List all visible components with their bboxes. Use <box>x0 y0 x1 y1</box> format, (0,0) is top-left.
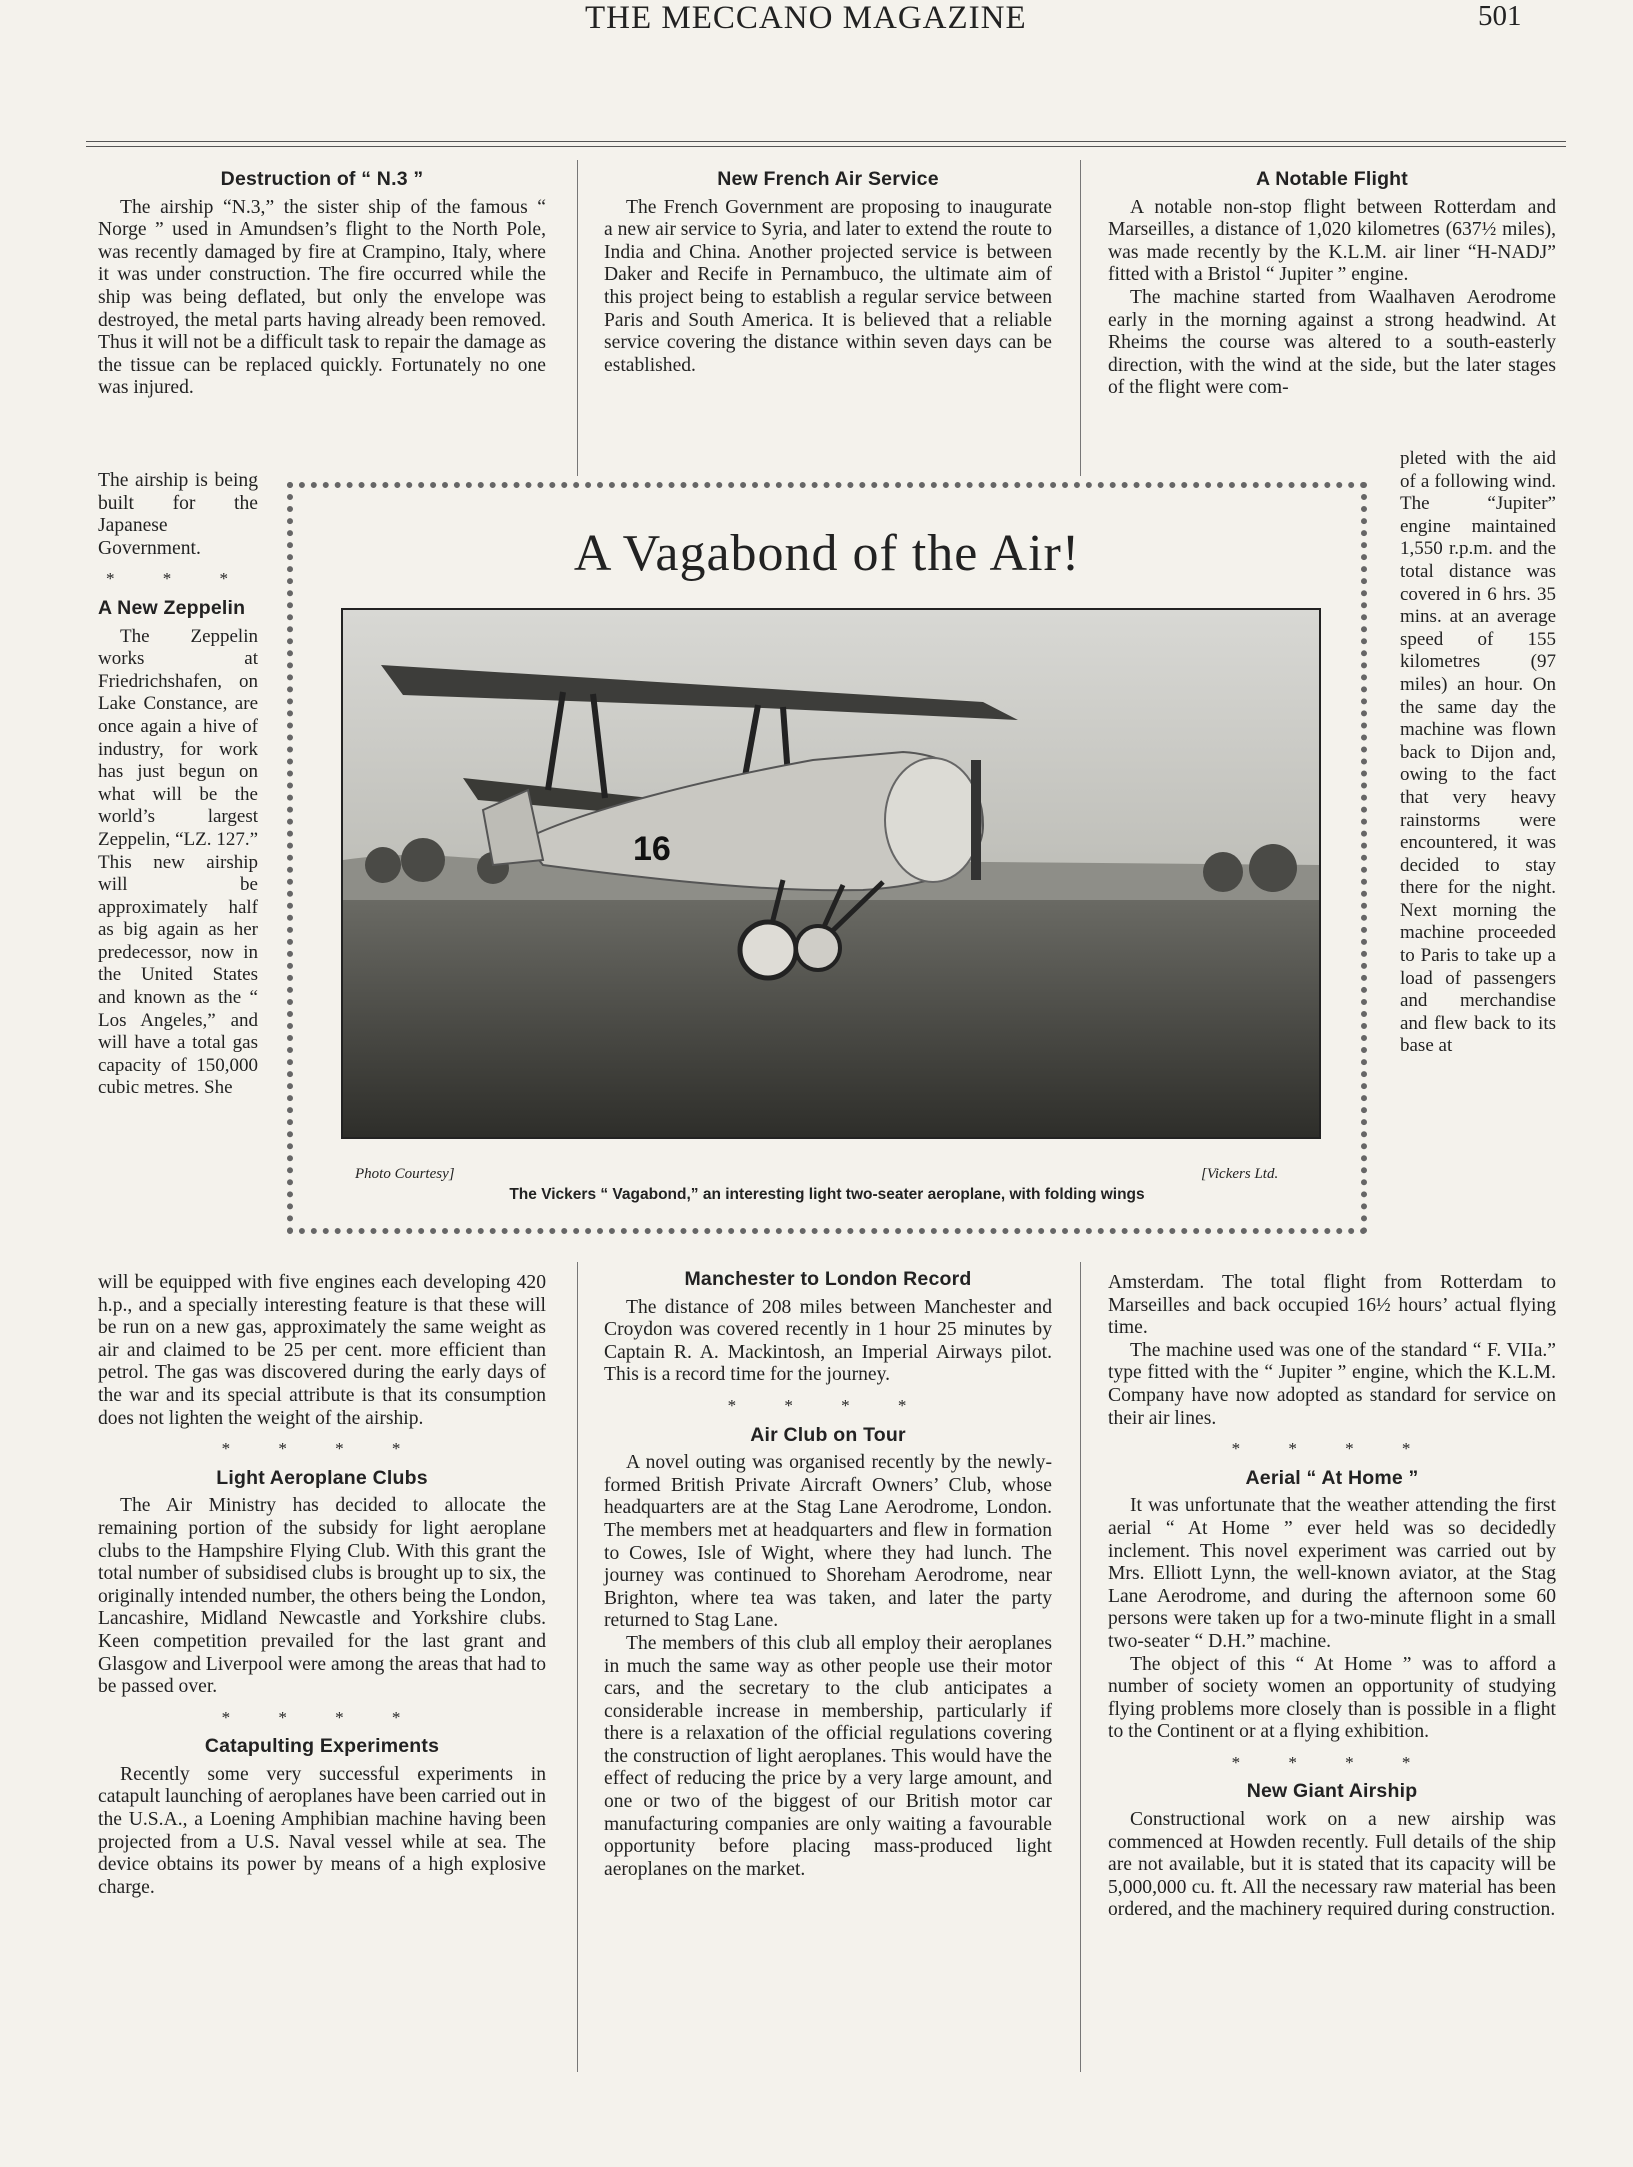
header-rule <box>86 141 1566 142</box>
article-paragraph: pleted with the aid of a following wind. The “Jupiter” engine maintained 1,550 r.p.m. and the total distance was covered in 6 hrs. 35 mins. at an average speed of 155 kilometres (97 miles) an hour. On the same day the machine was flown back to Dijon and, owing to the fact that very heavy rainstorms were encountered, it was decided to stay there for the night. Next morning the machine proceeded to Paris to take up a load of passengers and merchandise and flew back to its base at <box>1400 448 1556 1057</box>
article-title: A Notable Flight <box>1256 168 1408 190</box>
article-title: Destruction of “ N.3 ” <box>220 168 424 190</box>
feature-box <box>287 482 1367 1234</box>
article-paragraph: The airship is being built for the Japanese Government. <box>98 470 258 559</box>
column-divider <box>1080 160 1081 476</box>
plane-marking: 16 <box>633 830 671 868</box>
photo-credit-right: [Vickers Ltd. <box>1201 1166 1279 1182</box>
article-paragraph: A novel outing was organised recently by the newly-formed British Private Aircraft Owners’ Club, whose headquarters are at the Stag Lane Aerodrome, London. The members met at headquarters and flew in formation to Cowes, Isle of Wight, where they had lunch. The journey was continued to Shoreham Aerodrome, near Brighton, where tea was taken, and later the party returned to Stag Lane. <box>604 1452 1052 1632</box>
section-separator: * * * * <box>1231 1752 1433 1772</box>
article-paragraph: The Zeppelin works at Friedrichshafen, on Lake Constance, are once again a hive of industry, for work has just begun on what will be the world’s largest Zeppelin, “LZ. 127.” This new airship will be approximately half as big again as her predecessor, now in the United States and known as the “ Los Angeles,” and will have a total gas capacity of 150,000 cubic metres. She <box>98 625 258 1099</box>
column-divider <box>1080 1262 1081 2072</box>
section-separator: * * * * <box>221 1707 423 1727</box>
article-paragraph: Recently some very successful experiments in catapult launching of aeroplanes have been carried out in the U.S.A., a Loening Amphibian machine having been projected from a U.S. Naval vessel while at sea. The device obtains its power by means of a high explosive charge. <box>98 1763 546 1898</box>
article-paragraph: will be equipped with five engines each developing 420 h.p., and a specially interesting feature is that these will be run on a new gas, approximately the same weight as air and claimed to be 25 per cent. more efficient than petrol. The gas was discovered during the early days of the war and its special attribute is that its consumption does not lighten the weight of the airship. <box>98 1272 546 1429</box>
running-header <box>0 0 1633 50</box>
article-paragraph: Amsterdam. The total flight from Rotterdam to Marseilles and back occupied 16½ hours’ actual flying time. <box>1108 1272 1556 1339</box>
header-rule-2 <box>86 146 1566 147</box>
article-paragraph: The distance of 208 miles between Manchester and Croydon was covered recently in 1 hour 25 minutes by Captain R. A. Mackintosh, an Imperial Airways pilot. This is a record time for the journey. <box>604 1296 1052 1386</box>
page-number: 501 <box>1478 0 1522 32</box>
article-paragraph: The object of this “ At Home ” was to afford a number of society women an opportunity of studying flying problems more closely than is possible in a flight to the Continent or at a flying exhibition. <box>1108 1653 1556 1743</box>
article-title: Aerial “ At Home ” <box>1245 1466 1419 1489</box>
column-left-lower <box>98 1272 546 1899</box>
article-title: A New Zeppelin <box>98 596 246 619</box>
column-divider <box>577 1262 578 2072</box>
column-divider <box>577 160 578 476</box>
photo-caption: The Vickers “ Vagabond,” an interesting light two-seater aeroplane, with folding wings <box>509 1186 1145 1203</box>
article-title: Light Aeroplane Clubs <box>216 1466 428 1489</box>
magazine-title: THE MECCANO MAGAZINE <box>585 0 1027 36</box>
article-paragraph: The machine started from Waalhaven Aerodrome early in the morning against a strong headwind. At Rheims the course was altered to a south-easterly direction, with the wind at the side, but the later stages of the flight were com- <box>1108 286 1556 399</box>
column-middle <box>604 162 1052 377</box>
column-middle-lower <box>604 1262 1052 1881</box>
article-paragraph: It was unfortunate that the weather attending the first aerial “ At Home ” ever held was so decidedly inclement. This novel experiment was carried out by Mrs. Elliott Lynn, the well-known aviator, at the Stag Lane Aerodrome, and during the afternoon some 60 persons were taken up for a two-minute flight in a small two-seater “ D.H.” machine. <box>1108 1495 1556 1652</box>
section-separator: * * * * <box>221 1439 423 1459</box>
article-paragraph: The airship “N.3,” the sister ship of the famous “ Norge ” used in Amundsen’s flight to the North Pole, was recently damaged by fire at Crampino, Italy, where it was under construction. The fire occurred while the ship was being deflated, but only the envelope was destroyed, the metal parts having already been removed. Thus it will not be a difficult task to repair the damage as the tissue can be replaced quickly. Fortunately no one was injured. <box>98 196 546 399</box>
article-title: New French Air Service <box>717 168 939 190</box>
section-separator: * * * <box>106 569 250 589</box>
section-separator: * * * * <box>1231 1439 1433 1459</box>
article-paragraph: Constructional work on a new airship was commenced at Howden recently. Full details of the ship are not available, but it is stated that its capacity will be 5,000,000 cu. ft. All the necessary raw material has been ordered, and the machinery required during construction. <box>1108 1809 1556 1921</box>
article-title: Air Club on Tour <box>750 1423 906 1446</box>
article-paragraph: The French Government are proposing to inaugurate a new air service to Syria, and later to extend the route to India and China. Another projected service is between Daker and Recife in Pernambuco, the ultimate aim of this project being to establish a regular service between Paris and South America. It is believed that a reliable service covering the distance within seven days can be established. <box>604 196 1052 376</box>
column-right-lower <box>1108 1272 1556 1922</box>
article-title: New Giant Airship <box>1246 1780 1418 1803</box>
photo-credit-left: Photo Courtesy] <box>355 1166 455 1182</box>
column-right-narrow <box>1400 448 1556 1058</box>
column-left-narrow <box>98 470 258 1100</box>
article-title: Manchester to London Record <box>684 1268 972 1290</box>
column-left <box>98 162 546 400</box>
column-right <box>1108 162 1556 400</box>
section-separator: * * * * <box>727 1395 929 1415</box>
article-title: Catapulting Experiments <box>204 1735 440 1758</box>
article-paragraph: The machine used was one of the standard “ F. VIIa.” type fitted with the “ Jupiter ” engine, which the K.L.M. Company have now adopted as standard for service on their air lines. <box>1108 1339 1556 1429</box>
aeroplane-photo <box>341 608 1321 1139</box>
feature-title: A Vagabond of the Air! <box>573 525 1081 582</box>
article-paragraph: The members of this club all employ their aeroplanes in much the same way as other people use their motor cars, and the secretary to the club anticipates a considerable increase in membership, particularly if there is a relaxation of the official regulations covering the construction of light aeroplanes. This would have the effect of reducing the price by a very large amount, and one or two of the biggest of our British motor car manufacturing companies are only waiting a favourable opportunity before placing mass-produced light aeroplanes on the market. <box>604 1632 1052 1880</box>
biplane-illustration <box>343 610 1319 1137</box>
article-paragraph: The Air Ministry has decided to allocate the remaining portion of the subsidy for light aeroplane clubs to the Hampshire Flying Club. With this grant the total number of subsidised clubs is brought up to six, the originally intended number, the others being the London, Lancashire, Midland Newcastle and Yorkshire clubs. Keen competition prevailed for the last grant and Glasgow and Liverpool were among the areas that had to be passed over. <box>98 1495 546 1698</box>
article-paragraph: A notable non-stop flight between Rotterdam and Marseilles, a distance of 1,020 kilometres (637½ miles), was made recently by the K.L.M. air liner “H-NADJ” fitted with a Bristol “ Jupiter ” engine. <box>1108 196 1556 286</box>
